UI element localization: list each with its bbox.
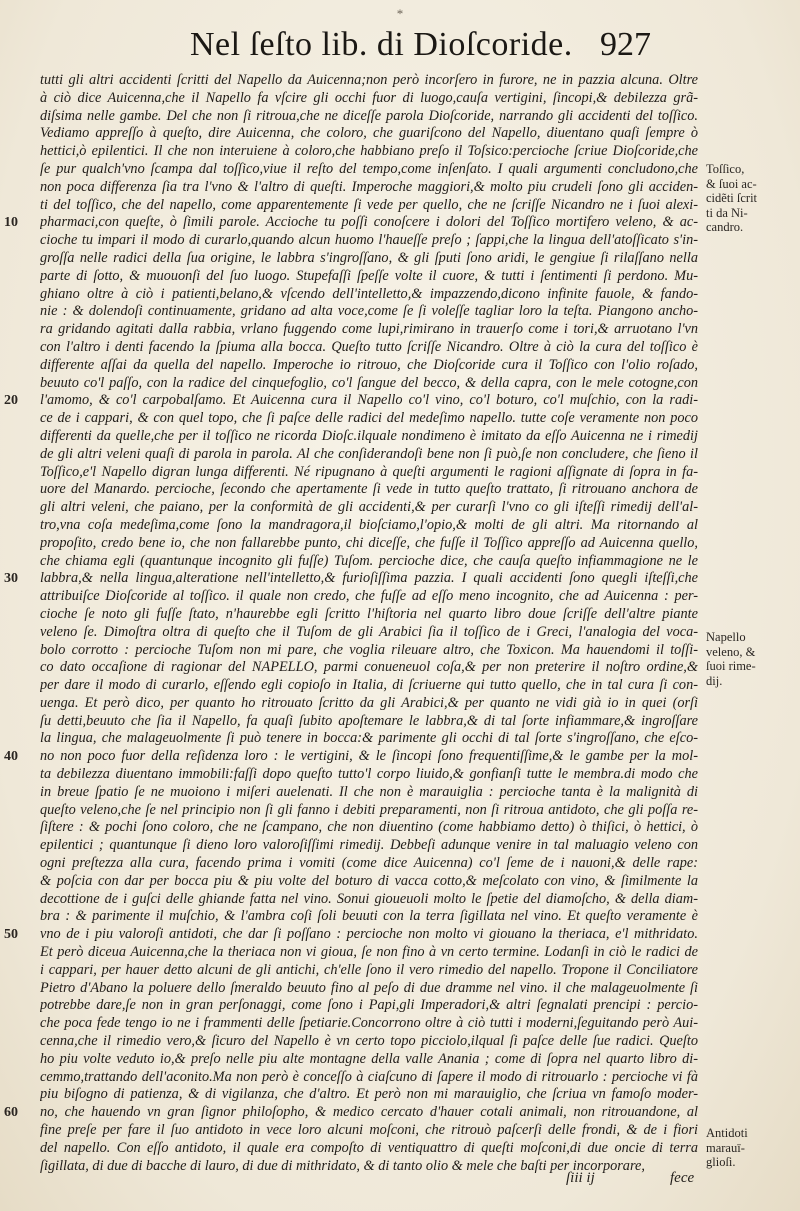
text-line: l'amomo, & co'l carpobalſamo. Et Auicenna cura il Napello co'l vino, co'l boturo, co'l muſchio, con la radi- (40, 392, 698, 409)
text-line: & poſcia con dar per bocca piu & piu volte del boturo di vacca cotto,& meſcolato con vino, & ſimilmente la (40, 872, 698, 889)
text-line: parte di ſotto, & muouonſi del ſuo luogo. Stupefaſſi ſpeſſe volte il cuore, & tutti i ſentimenti ſi perdono. Mu- (40, 267, 698, 284)
text-line: queſto veleno,che ſe nel principio non ſi gli fanno i debiti preparamenti, non ſi ritroua antidoto, che gli poſſa re- (40, 801, 698, 818)
text-line: de gli altri veleni quaſi di parola in parola. Al che conſiderandoſi bene non ſi può,ſe non concludere, che ſieno il (40, 445, 698, 462)
text-line: con l'altro i denti facendo la ſpiuma alla bocca. Queſto tutto ſcriſſe Nicandro. Oltre à ciò la cura del toſſico è (40, 338, 698, 355)
text-line: i cappari, per hauer detto alcuni de gli antichi, ch'elle ſono il vero rimedio del napello. Tropone il Conciliatore (40, 961, 698, 978)
text-line: no non poco fuor della reſidenza loro : le vertigini, & le ſincopi ſono frequentiſſime,& le gambe per la mol- (40, 748, 698, 765)
margin-note-line: Napello (706, 630, 746, 644)
margin-note-line: dij. (706, 673, 723, 688)
text-line: differente aſſai da quella del napello. Imperoche io ritrouo, che Dioſcoride cura il Toſſico con l'olio roſado, (40, 356, 698, 373)
text-line: cioche tu impari il modo di curarlo,quando alcun huomo l'haueſſe preſo ; ſappi,che la lingua dell'atoſſicato s'in- (40, 232, 698, 249)
text-line: che chiama egli (quantunque incognito gli fuſſe) Tuſom. percioche dice, che cauſa queſto infiammagione ne le (40, 552, 698, 569)
text-line: groſſa nelle radici della ſua origine, le labbra s'ingroſſano, & gli ſputi ſono aridi, le gengiue ſi rilaſſano nella (40, 249, 698, 266)
text-line: del napello. Con eſſo antidoto, il quale era compoſto di ventiquattro di queſti moſconi,di due oncie di terra (40, 1139, 698, 1156)
margin-note-line: veleno, & (706, 644, 756, 659)
text-line: ſiſtere : & pochi ſono coloro, che ne ſcampano, che non diuentino (come habbiamo detto) ò thiſici, ò hettici, ò (40, 819, 698, 836)
text-line: attribuiſce Dioſcoride al toſſico. il quale non credo, che fuſſe ad eſſo meno incognito, che ad Auicenna : per- (40, 588, 698, 605)
margin-note-line: ti da Ni- (706, 205, 748, 220)
text-line: tutti gli altri accidenti ſcritti del Napello da Auicenna;non però incorſero in furore, ne in pazzia alcuna. Oltre (40, 72, 698, 88)
margin-note-line: Antidoti (706, 1126, 748, 1140)
text-line: no, che hauendo vn gran ſignor philoſopho, & medico cercato d'hauer cotali animali, non ritrouandone, al (40, 1104, 698, 1121)
margin-note-line: & ſuoi ac- (706, 176, 757, 191)
text-line: uenga. Et però dico, per quanto ho ritrouato ſcritto da gli Arabici,& per quanto ne vidi già io in quei (orſi (40, 694, 698, 711)
text-line: decottione de i guſci delle ghiande fatta nel vino. Sonui gioueuoli molto le ſpetie del diamoſcho, & della diam- (40, 890, 698, 907)
text-line: uore del Manardo. percioche, ſecondo che apertamente ſi vede in tutto queſto trattato, ſi ritrouano anchora de (40, 481, 698, 498)
line-number: 60 (4, 1105, 18, 1121)
running-head (0, 26, 700, 70)
text-line: ſu detti,beuuto che ſia il Napello, fa quaſi ſubito apoſtemare le labbra,& di tal ſorte infiammare,& ingroſſare (40, 712, 698, 729)
margin-note-napello (706, 630, 792, 688)
text-line: diſsima nelle gambe. Del che non ſi ritroua,che ne diceſſe parola Dioſcoride, narrando gli accidenti del toſſico. (40, 107, 698, 124)
text-line: vno de i piu valoroſi antidoti, che dar ſi poſſano : percioche non molto vi giouano la theriaca, e'l mithridato. (40, 926, 698, 943)
folio-number: 927 (600, 26, 651, 63)
text-line: per dare il modo di curarlo, eſſendo egli copioſo in Italia, di ſcriuerne qui tutto quello, che in tal cura ſi con- (40, 677, 698, 694)
text-line: veleno ſe. Dimoſtra oltra di queſto che il Tuſom de gli Arabici ſia il toſſico de i Greci, l'analogia del voca- (40, 623, 698, 640)
text-line: potrebbe dare,ſe non in gran perſonaggi, come ſono i Papi,gli Imperadori,& altri ſegnalati prencipi : percio- (40, 997, 698, 1014)
text-line: beuuto co'l paſſo, con la radice del cinquefoglio, co'l ſangue del becco, & della capra, con le mele cotogne,con (40, 374, 698, 391)
text-line: propoſito, credo bene io, che non fallarebbe punto, chi diceſſe, che fuſſe il Toſſico appreſſo ad Auicenna quello, (40, 534, 698, 551)
catchword: fece (670, 1170, 695, 1186)
text-line: co dato occaſione di ragionar del NAPELLO, parmi conueneuol coſa,& per non preterire il noſtro ordine,& (40, 659, 698, 676)
top-asterisk: * (396, 6, 404, 21)
text-line: bra : & parimente il muſchio, & l'ambra coſi ſoli beuuti con la terra ſigillata nel vino. Et queſto veramente è (40, 908, 698, 925)
text-line: la lingua, che malageuolmente ſi può tenere in bocca:& parimente gli occhi di tal ſorte s'ingroſſano, che eſco- (40, 730, 698, 747)
text-line: Et però diceua Auicenna,che la theriaca non vi gioua, ſe non fino à vn certo termine. Lodanſi in ciò le radici de (40, 944, 698, 961)
text-line: differenti da quelle,che per il toſſico ne ricorda Dioſc.ilquale nondimeno è imitato da eſſo Auicenna ne i rimedij (40, 427, 698, 444)
text-line: ſe pur qualch'vno ſcampa dal toſſico,viue il reſto del tempo,come inſenſato. I quali argumenti concludono,che (40, 160, 698, 177)
text-line: nie : & dolendoſi continuamente, gridano ad alta voce,come ſe ſi voleſſe tagliar loro la teſta. Piangono ancho- (40, 303, 698, 320)
text-line: cioche ſe noto gli fuſſe ſtato, n'haurebbe egli ſcritto l'hiſtoria nel quarto libro doue ſcriſſe dell'altre piante (40, 605, 698, 622)
main-text-block (40, 72, 698, 1175)
line-number: 50 (4, 927, 18, 943)
line-number: 20 (4, 393, 18, 409)
text-line: à ciò dice Auicenna,che il Napello fa vſcire gli occhi fuor di luogo,cauſa vertigini, ſincopi,& debilezza grã- (40, 89, 698, 106)
text-line: fine preſe per fare il ſuo antidoto in vece loro alcuni moſconi, che ritrouò paſcerſi delle frondi, & de i fiori (40, 1122, 698, 1139)
margin-note-line: glioſi. (706, 1155, 736, 1169)
signature-mark: ſiii ij (566, 1170, 595, 1186)
line-number: 30 (4, 571, 18, 587)
margin-note-line: marauī- (706, 1140, 745, 1155)
text-line: ce de i cappari, & con quel topo, che ſi paſce delle radici del medeſimo napello. tutte coſe veramente non poco (40, 410, 698, 427)
text-line: ti del toſſico, che del napello, come apparentemente ſi vede per quello, che ne ſcriſſe Nicandro ne i ſuoi alexi- (40, 196, 698, 213)
margin-note-line: Toſſico, (706, 162, 745, 176)
text-line: che poca fede tengo io ne i frammenti delle ſpetiarie.Concorrono oltre à ciò tutti i moderni,ſeguitando però Aui- (40, 1015, 698, 1032)
text-line: ho piu volte veduto io,& preſo nelle piu alte montagne della valle Anania ; come di ſopra nel quarto libro di- (40, 1050, 698, 1067)
margin-note-antidoti (706, 1126, 792, 1170)
text-line: Vediamo appreſſo à queſto, dire Auicenna, che coloro, che guariſcono del Napello, diuentano quaſi ſempre ò (40, 125, 698, 142)
margin-note-line: ſuoi rime- (706, 659, 756, 673)
margin-note-tossico (706, 162, 792, 235)
text-line: Toſſico,e'l Napello digran lunga differenti. Né ripugnano à queſti argumenti le ragioni aſſignate di ſopra in fa- (40, 463, 698, 480)
text-line: bolo corrotto : percioche Tuſom non mi pare, che voglia rileuare altro, che Toxicon. Ma hauendomi il toſſi- (40, 641, 698, 658)
text-line: piu biſogno di patienza, & di vigilanza, che d'altro. Et però non mi marauiglio, che ſcriua vn famoſo moder- (40, 1086, 698, 1103)
text-line: gli altri veleni, che paiano, per la conformità de gli accidenti,& per curarſi l'vno co gli iſteſſi rimedij dell'al- (40, 499, 698, 516)
text-line: ta debilezza diuentano immobili:faſſi dopo queſto tutto'l corpo liuido,& gonfianſi tutte le membra.di modo che (40, 766, 698, 783)
text-line: in breue ſpatio ſe ne muoiono i miſeri auelenati. Il che non è marauiglia : percioche tanta è la malignità di (40, 783, 698, 800)
text-line: non poca differenza ſia tra l'vno & l'altro di queſti. Imperoche maggiori,& molto piu crudeli ſono gli acciden- (40, 178, 698, 195)
text-line: pharmaci,con queſte, ò ſimili parole. Accioche tu poſſi conoſcere i dolori del Toſſico mortifero veleno, & ac- (40, 214, 698, 231)
running-title: Nel ſeſto lib. di Dioſcoride. (190, 26, 573, 63)
text-line: Pietro d'Abano la poluere dello ſmeraldo beuuto fino al peſo di due dramme nel vino. il che malageuolmente ſi (40, 979, 698, 996)
text-line: tro,vna coſa medeſima,come ſono la mandragora,il bioſciamo,l'opio,& molti de gli altri. Ma ritornando al (40, 516, 698, 533)
margin-note-line: cidẽti ſcrit (706, 191, 758, 205)
text-line: cemmo,trattando dell'aconito.Ma non però è conceſſo à ciaſcuno di ſapere il modo di ritrouarlo : percioche vi fà (40, 1068, 698, 1085)
text-line: cenna,che il rimedio vero,& ſicuro del Napello è vn certo topo picciolo,ilqual ſi paſce delle ſue radici. Queſto (40, 1033, 698, 1050)
text-line: ogni preſtezza alla cura, facendo prima i vomiti (come dice Auicenna) co'l ſeme de i nauoni,& delle rape: (40, 855, 698, 872)
line-number: 40 (4, 749, 18, 765)
line-number: 10 (4, 215, 18, 231)
text-line: ſigillata, di due di bacche di lauro, di due di mithridato, & di tanto olio & mele che baſti per incorporare, (40, 1157, 645, 1174)
text-line: ghiano oltre à ciò i patienti,belano,& vſcendo dell'intelletto,& impazzendo,dicono infinite fauole, & fando- (40, 285, 698, 302)
text-line: epilentici ; quantunque ſi dieno loro valoroſiſſimi rimedij. Debbeſi adunque venire in tal maluagio veleno con (40, 837, 698, 854)
text-line: hettici,ò epilentici. Il che non interuiene à coloro,che habbiano preſo il Toſsico:percioche ſcriue Dioſcoride,che (40, 143, 698, 160)
text-line: labbra,& nella lingua,alteratione nell'intelletto,& furioſiſſima pazzia. I quali accidenti ſono quegli iſteſſi,che (40, 570, 698, 587)
margin-note-line: candro. (706, 220, 744, 234)
text-line: ra gridando agitati dalla rabbia, vrlano fuggendo come lupi,rimirano in trauerſo come i tori,& arruotano l'vn (40, 321, 698, 338)
